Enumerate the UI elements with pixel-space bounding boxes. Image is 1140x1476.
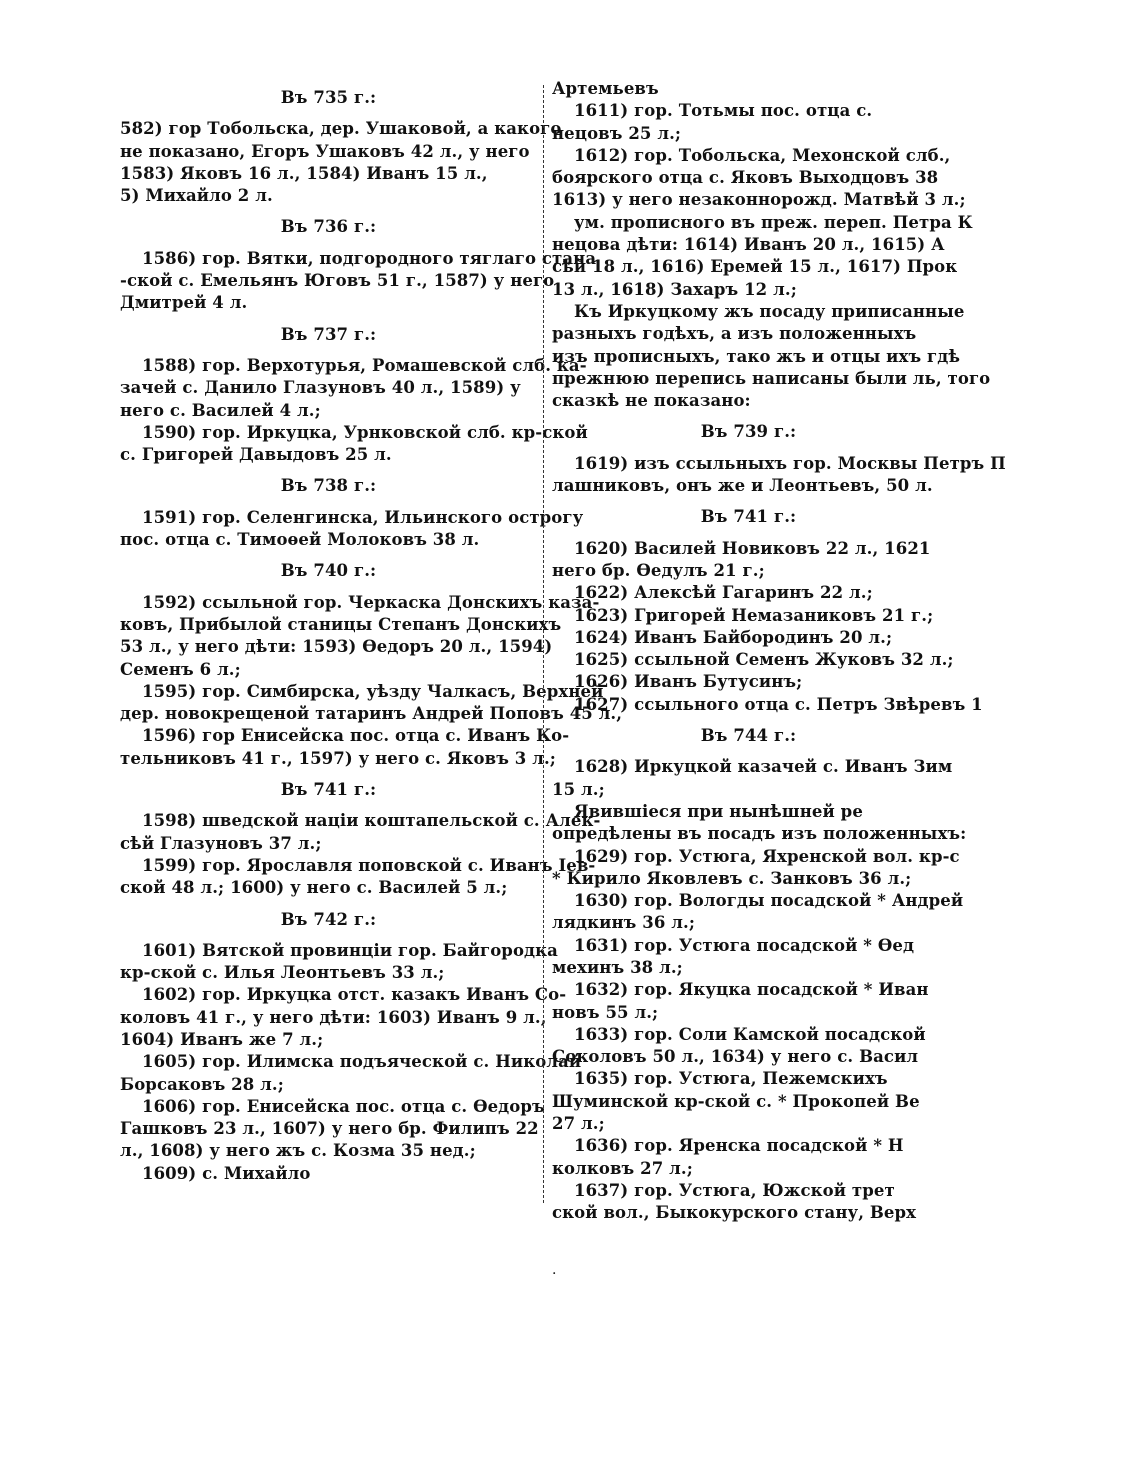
entry-start-line: 1633) гор. Соли Камской посадской [574,1024,926,1044]
text-line: опредѣлены въ посадъ изъ положенныхъ: [552,824,967,844]
text-line: 582) гор Тобольска, дер. Ушаковой, а какого [120,119,562,139]
column-divider [543,85,544,1203]
section-heading: Въ 736 г.: [280,217,377,237]
entry-start-line: 1636) гор. Яренска посадской * Н [574,1136,904,1156]
section-heading: Въ 735 г.: [280,88,377,107]
text-line: боярского отца с. Яковъ Выходцовъ 38 [552,168,939,188]
section-heading: Въ 741 г.: [700,507,797,527]
text-line: колковъ 27 л.; [552,1158,693,1178]
text-line: разныхъ годѣхъ, а изъ положенныхъ [552,324,917,344]
entry-start-line: 1623) Григорей Немазаниковъ 21 г.; [574,605,934,625]
text-line: ской вол., Быкокурского стану, Верх [552,1203,917,1223]
text-line: нецова дѣти: 1614) Иванъ 20 л., 1615) А [552,235,945,255]
text-line: него с. Василей 4 л.; [120,400,321,420]
text-line: него бр. Ѳедулъ 21 г.; [552,560,765,580]
text-line: лядкинъ 36 л.; [552,913,696,933]
text-line: Борсаковъ 28 л.; [120,1074,284,1094]
entry-start-line: 1609) с. Михайло [142,1163,311,1183]
entry-start-line: 1619) изъ ссыльныхъ гор. Москвы Петръ П [574,453,1006,473]
text-line: мехинъ 38 л.; [552,957,683,977]
entry-start-line: 1596) гор Енисейска пос. отца с. Иванъ Ко- [142,726,570,746]
entry-start-line: 1590) гор. Иркуцка, Урнковской слб. кр-ской [142,422,588,442]
text-line: зачей с. Данило Глазуновъ 40 л., 1589) у [120,378,521,398]
text-line: лашниковъ, онъ же и Леонтьевъ, 50 л. [552,476,933,496]
text-line: л., 1608) у него жъ с. Козма 35 нед.; [120,1141,476,1161]
text-line: сѣй 18 л., 1616) Еремей 15 л., 1617) Прок [552,257,958,277]
text-line: 5) Михайло 2 л. [120,186,273,206]
entry-start-line: 1611) гор. Тотьмы пос. отца с. [574,101,873,121]
entry-start-line: 1622) Алексѣй Гагаринъ 22 л.; [574,583,873,603]
text-line: 15 л.; [552,779,605,799]
text-line: 1604) Иванъ же 7 л.; [120,1029,324,1049]
section-heading: Въ 741 г.: [280,780,377,800]
entry-start-line: Явившіеся при нынѣшней ре [574,801,863,821]
text-line: Гашковъ 23 л., 1607) у него бр. Филипъ 22 [120,1119,539,1139]
stray-dot: · [552,1266,557,1282]
entry-start-line: Къ Иркуцкому жъ посаду приписанные [574,301,965,321]
text-line: кр-ской с. Илья Леонтьевъ 33 л.; [120,963,445,983]
entry-start-line: ум. прописного въ преж. переп. Петра К [574,212,973,232]
text-line: с. Григорей Давыдовъ 25 л. [120,445,392,465]
entry-start-line: 1612) гор. Тобольска, Мехонской слб., [574,145,951,165]
text-line: коловъ 41 г., у него дѣти: 1603) Иванъ 9 л., [120,1007,547,1027]
text-line: Семенъ 6 л.; [120,659,241,679]
text-line: Шуминской кр-ской с. * Прокопей Ве [552,1091,920,1111]
text-line: 13 л., 1618) Захаръ 12 л.; [552,279,797,299]
entry-start-line: 1629) гор. Устюга, Яхренской вол. кр-с [574,846,960,866]
entry-start-line: 1591) гор. Селенгинска, Ильинского острогу [142,507,584,527]
text-line: * Кирило Яковлевъ с. Занковъ 36 л.; [552,868,912,888]
section-heading: Въ 740 г.: [280,561,377,581]
text-line: Артемьевъ [552,79,659,98]
entry-start-line: 1606) гор. Енисейска пос. отца с. Ѳедоръ [142,1096,545,1116]
text-line: дер. новокрещеной татаринъ Андрей Поповъ 45 л., [120,704,623,724]
section-heading: Въ 738 г.: [280,476,377,496]
entry-start-line: 1586) гор. Вятки, подгородного тяглаго стана [142,248,597,268]
text-line: ской 48 л.; 1600) у него с. Василей 5 л.; [120,878,508,898]
entry-start-line: 1595) гор. Симбирска, уѣзду Чалкасъ, Верхней [142,681,604,701]
section-heading: Въ 739 г.: [700,422,797,442]
entry-start-line: 1637) гор. Устюга, Южской трет [574,1180,895,1200]
text-line: тельниковъ 41 г., 1597) у него с. Яковъ 3 л.; [120,748,556,768]
entry-start-line: 1601) Вятской провинціи гор. Байгородка [142,940,558,960]
entry-start-line: 1631) гор. Устюга посадской * Ѳед [574,935,915,955]
text-line: изъ прописныхъ, тако жъ и отцы ихъ гдѣ [552,346,961,366]
entry-start-line: 1605) гор. Илимска подъячеcкой с. Николай [142,1052,582,1072]
text-line: 53 л., у него дѣти: 1593) Ѳедоръ 20 л., 1594) [120,637,553,657]
entry-start-line: 1635) гор. Устюга, Пежемскихъ [574,1069,888,1089]
entry-start-line: 1626) Иванъ Бутусинъ; [574,672,803,692]
text-line: 1613) у него незаконнорожд. Матвѣй 3 л.; [552,190,966,210]
text-line: -ской с. Емельянъ Юговъ 51 г., 1587) у него [120,271,555,291]
text-line: новъ 55 л.; [552,1002,659,1022]
entry-start-line: 1628) Иркуцкой казачей с. Иванъ Зим [574,757,953,777]
section-heading: Въ 742 г.: [280,909,377,929]
entry-start-line: 1598) шведской націи коштапельской с. Алек- [142,811,601,831]
entry-start-line: 1599) гор. Ярославля поповской с. Иванъ Іев- [142,855,596,875]
text-line: 1583) Яковъ 16 л., 1584) Иванъ 15 л., [120,163,488,183]
section-heading: Въ 737 г.: [280,324,377,344]
text-line: 27 л.; [552,1114,605,1134]
entry-start-line: 1630) гор. Вологды посадской * Андрей [574,891,964,911]
entry-start-line: 1632) гор. Якуцка посадской * Иван [574,980,929,1000]
section-heading: Въ 744 г.: [700,726,797,746]
text-line: сѣй Глазуновъ 37 л.; [120,833,322,853]
text-line: ковъ, Прибылой станицы Степанъ Донскихъ [120,614,562,634]
entry-start-line: 1588) гор. Верхотурья, Ромашевской слб. ка- [142,355,587,375]
text-line: пос. отца с. Тимоѳей Молоковъ 38 л. [120,530,480,550]
entry-start-line: 1602) гор. Иркуцка отст. казакъ Иванъ Со- [142,985,567,1005]
entry-start-line: 1627) ссыльного отца с. Петръ Звѣревъ 1 [574,694,983,714]
text-line: Соколовъ 50 л., 1634) у него с. Васил [552,1047,919,1067]
text-line: нецовъ 25 л.; [552,123,682,143]
entry-start-line: 1592) ссыльной гор. Черкаска Донскихъ каза- [142,592,600,612]
entry-start-line: 1625) ссыльной Семенъ Жуковъ 32 л.; [574,650,954,670]
text-line: сказкѣ не показано: [552,391,751,411]
text-line: Дмитрей 4 л. [120,293,248,313]
text-line: прежнюю перепись написаны были ль, того [552,368,991,388]
text-line: не показано, Егоръ Ушаковъ 42 л., у него [120,141,530,161]
entry-start-line: 1624) Иванъ Байбородинъ 20 л.; [574,627,893,647]
entry-start-line: 1620) Василей Новиковъ 22 л., 1621 [574,538,931,558]
right-column [552,78,1006,1225]
